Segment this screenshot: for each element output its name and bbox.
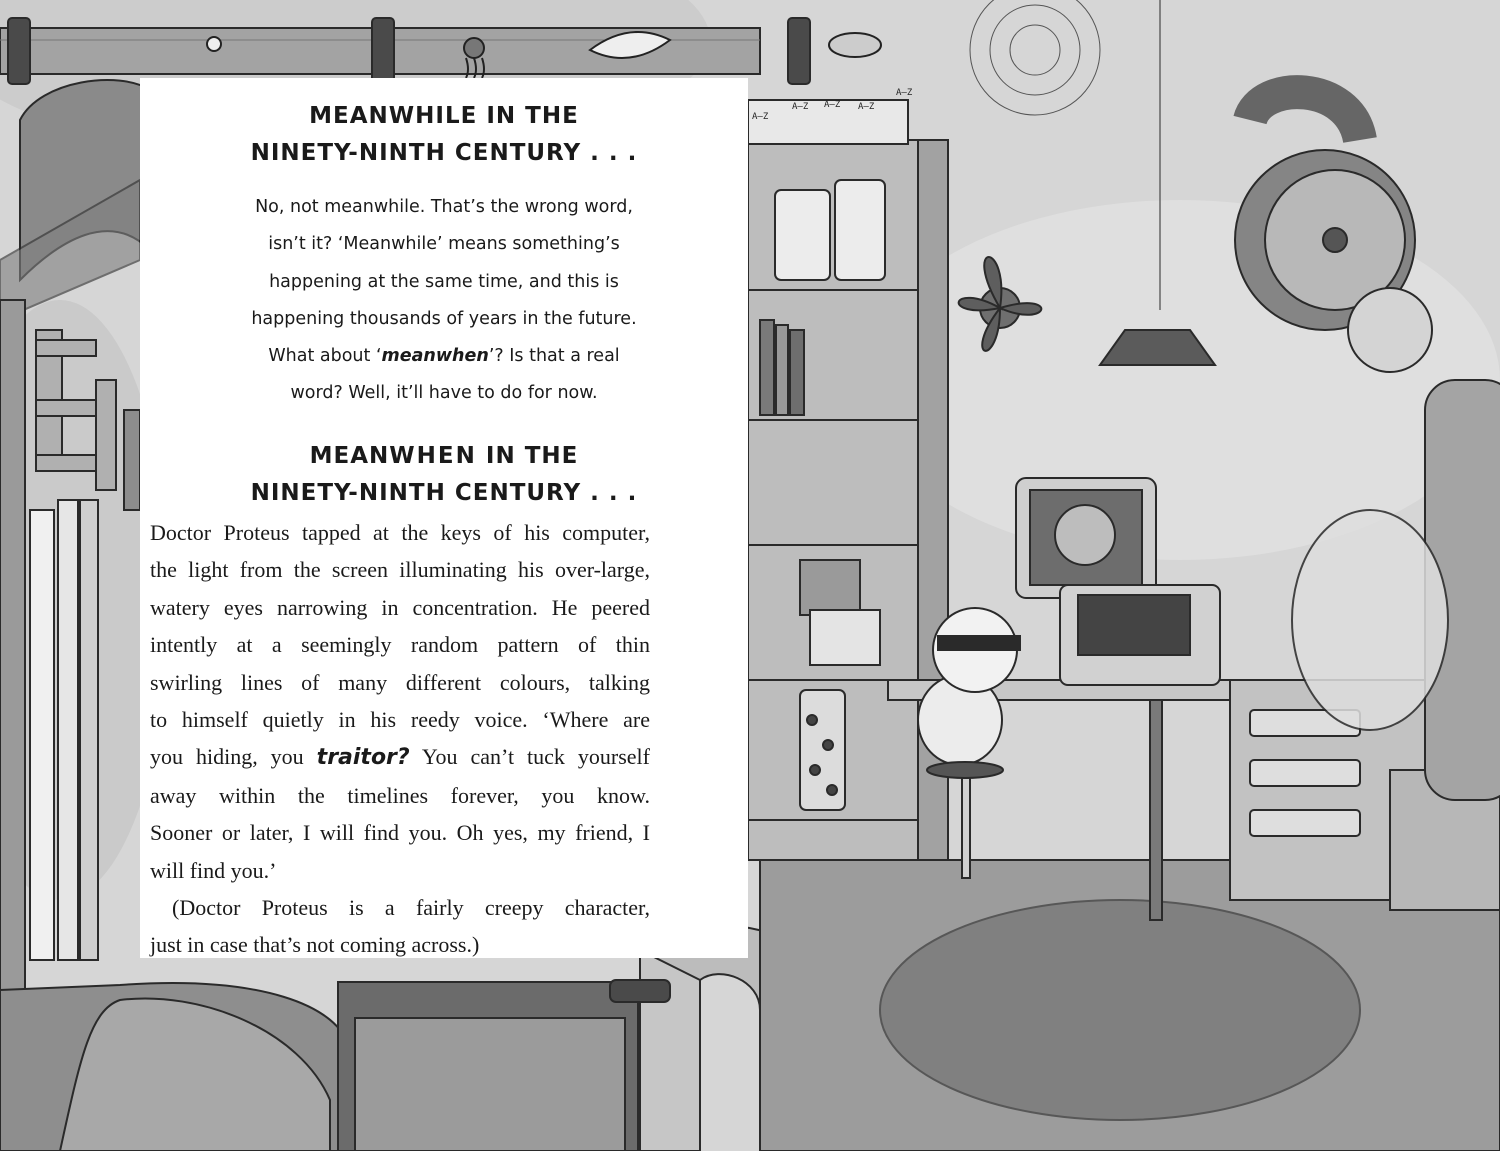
text-run: IN THE xyxy=(476,443,579,469)
folder-label: A–Z xyxy=(752,112,769,122)
story-paragraph xyxy=(150,514,650,964)
stylized-word: traitor? xyxy=(316,745,410,771)
intro-line xyxy=(140,338,748,375)
prose-line: to himself quietly in his reedy voice. ‘Where are xyxy=(150,707,650,733)
intro-line: No, not meanwhile. That’s the wrong word, xyxy=(255,197,633,217)
heading-line xyxy=(140,438,748,475)
intro-line: happening at the same time, and this is xyxy=(269,271,619,292)
stylized-word: WHEN xyxy=(389,443,477,469)
prose-line: will find you.’ xyxy=(150,857,277,883)
prose-line: intently at a seemingly random pattern of thin xyxy=(150,632,650,658)
intro-line: happening thousands of years in the future. xyxy=(251,308,637,329)
intro-line: isn’t it? ‘Meanwhile’ means something’s xyxy=(268,234,620,255)
text-run: ’? Is that a real xyxy=(488,346,620,367)
prose-line: away within the timelines forever, you know. xyxy=(150,782,650,808)
heading-line: MEANWHILE IN THE xyxy=(309,103,579,129)
heading-line: NINETY-NINTH CENTURY . . . xyxy=(250,480,638,506)
text-run: You can’t tuck yourself xyxy=(409,744,650,770)
intro-paragraph xyxy=(140,189,748,413)
prose-line: watery eyes narrowing in concentration. He peered xyxy=(150,594,650,620)
text-run: you hiding, you xyxy=(150,744,317,770)
prose-line: the light from the screen illuminating his over-large, xyxy=(150,557,650,583)
prose-line: swirling lines of many different colours, talking xyxy=(150,669,650,695)
prose-line: just in case that’s not coming across.) xyxy=(150,932,480,958)
intro-line: word? Well, it’ll have to do for now. xyxy=(290,383,598,404)
folder-label: A–Z xyxy=(858,102,875,112)
section-heading-meanwhen xyxy=(140,438,748,512)
prose-line: Sooner or later, I will find you. Oh yes, my friend, I xyxy=(150,820,650,846)
prose-line: (Doctor Proteus is a fairly creepy character, xyxy=(172,895,650,921)
section-heading-meanwhile xyxy=(140,98,748,172)
prose-line xyxy=(150,738,650,776)
folder-labels xyxy=(752,88,932,122)
text-run: What about ‘ xyxy=(268,346,382,367)
prose-line: Doctor Proteus tapped at the keys of his computer, xyxy=(150,520,650,545)
folder-label: A–Z xyxy=(792,102,809,112)
text-panel xyxy=(140,78,748,958)
folder-label: A–Z xyxy=(896,88,913,98)
folder-label: A–Z xyxy=(824,100,841,110)
heading-line: NINETY-NINTH CENTURY . . . xyxy=(250,140,638,166)
text-run: MEAN xyxy=(309,443,390,469)
emphasis-word: meanwhen xyxy=(381,346,489,367)
